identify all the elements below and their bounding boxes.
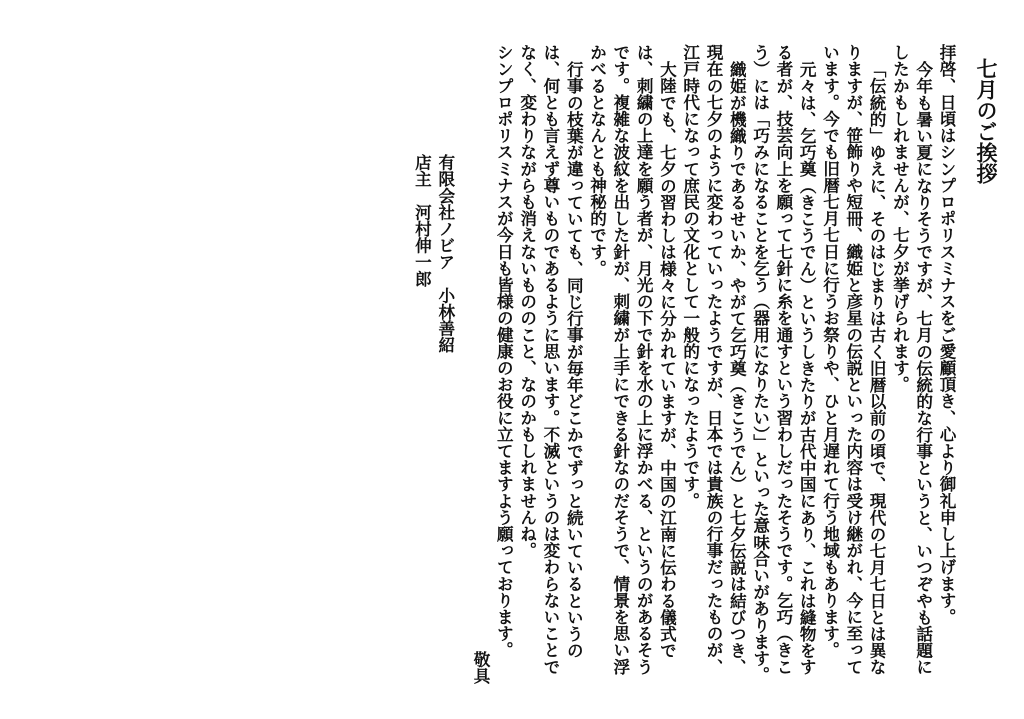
paragraph-continent: 大陸でも、七夕の習わしは様々に分かれていますが、中国の江南に伝わる儀式では、刺繍の上達を願う者が、月光の下で針を水の上に浮かべる、というのがあるそうです。複雑な波紋を出した針が、刺繍が上手にできる針なのだそうで、情景を思い浮かべるとなんとも神秘的です。 (587, 44, 677, 675)
paragraph-tradition: 「伝統的」ゆえに、そのはじまりは古く旧暦以前の頃で、現代の七月七日とは異なりますが、笹飾りや短冊、織姫と彦星の伝説といった内容は受け継がれ、今に至っています。今でも旧暦七月七日に行うお祭りや、ひと月遅れて行う地域もあります。 (820, 44, 887, 675)
owner-signature: 店主 河村伸一郎 (412, 154, 432, 287)
paragraph-orihime: 織姫が機織りであるせいか、やがて乞巧奠（きこうでん）と七夕伝説は結びつき、現在の七夕のように変わっていったようですが、日本では貴族の行事だったものが、江戸時代になって庶民の文化として一般的になったようです。 (680, 44, 747, 675)
closing-keigu: 敬具 (471, 650, 491, 684)
letter-body (110, 44, 1000, 684)
company-signature: 有限会社ノビア 小林善紹 (435, 154, 455, 354)
paragraph-kikouden: 元々は、乞巧奠（きこうでん）というしきたりが古代中国にあり、これは縫物をする者が、技芸向上を願って七針に糸を通すという習わしだったそうです。乞巧（きこう）には「巧みになることを乞う（器用になりたい）」といった意味合いがあります。 (750, 44, 817, 684)
letter-title: 七月のご挨拶 (974, 58, 998, 184)
greeting-paragraph: 拝啓、日頃はシンプロポリスミナスをご愛顧頂き、心より御礼申し上げます。 (937, 44, 956, 625)
paragraph-branches: 行事の枝葉が違っていても、同じ行事が毎年どこかでずっと続いているというのは、何とも言えず尊いものであるように思います。不滅というのは変わらないことでなく、変わりながらも消えないもののこと、なのかもしれませんね。 (517, 44, 584, 675)
paragraph-tanabata-intro: 今年も暑い夏になりそうですが、七月の伝統的な行事というと、いつぞやも話題にしたかもしれませんが、七夕が挙げられます。 (890, 44, 933, 675)
paragraph-closing-wish: シンプロポリスミナスが今日も皆様の健康のお役に立てますよう願っております。 (494, 44, 514, 659)
